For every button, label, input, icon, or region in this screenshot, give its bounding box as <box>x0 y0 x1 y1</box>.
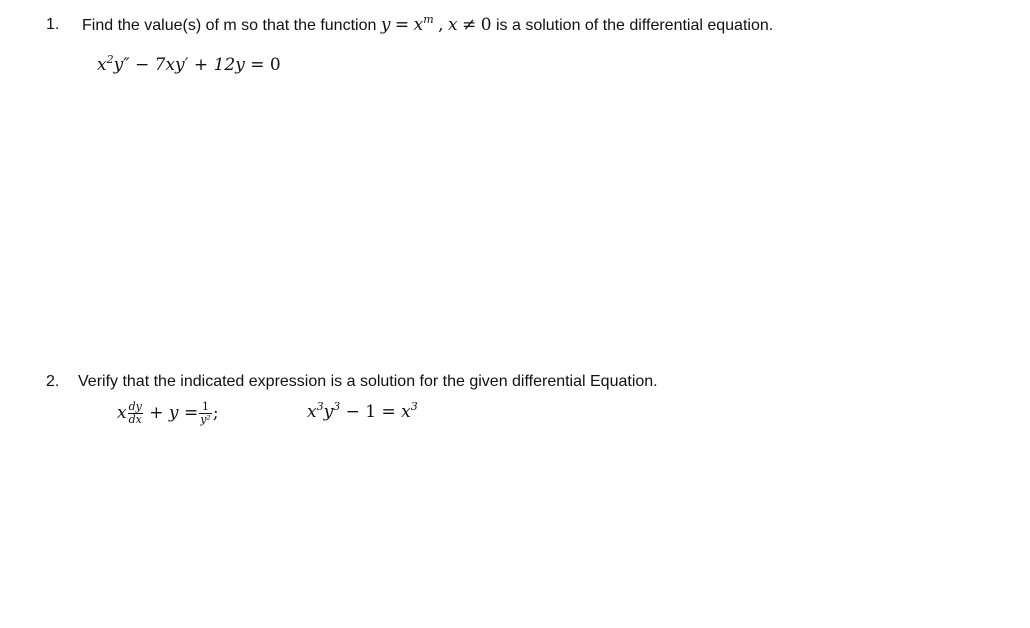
condition-zero: 0 <box>480 15 492 35</box>
question-2-number: 2. <box>46 373 60 390</box>
condition-x: x <box>447 15 458 35</box>
question-1-equation: $x^2y'' - 7xy' + 12y = 0$ <box>97 53 281 75</box>
function-exponent: m <box>423 13 434 26</box>
differential-equation: x $\frac{dy}{dx}$ + y = $\frac{1}{\text{y²}}$ ; <box>117 400 219 426</box>
question-2-text: Verify that the indicated expression is a solution for the given differential Equation. <box>78 373 658 390</box>
question-1-number: 1. <box>46 16 60 33</box>
dy-dx-fraction: $\frac{dy}{dx}$ <box>128 400 142 426</box>
equation-exponent: 2 <box>106 53 114 66</box>
function-x: $x^m$ <box>413 13 434 35</box>
question-1-text-after: is a solution of the differential equation. <box>495 17 774 34</box>
condition-neq: ≠ <box>461 15 477 35</box>
question-1-text-before: Find the value(s) of m so that the function <box>82 17 377 34</box>
function-comma: , <box>438 15 444 35</box>
one-over-y-squared: $\frac{1}{\text{y²}}$ <box>200 400 211 426</box>
function-equals: = <box>394 15 410 35</box>
function-y: y <box>380 15 391 35</box>
indicated-solution: $x^3y^3 - 1 = x^3$ <box>307 400 418 422</box>
question-1-text <box>82 15 773 36</box>
